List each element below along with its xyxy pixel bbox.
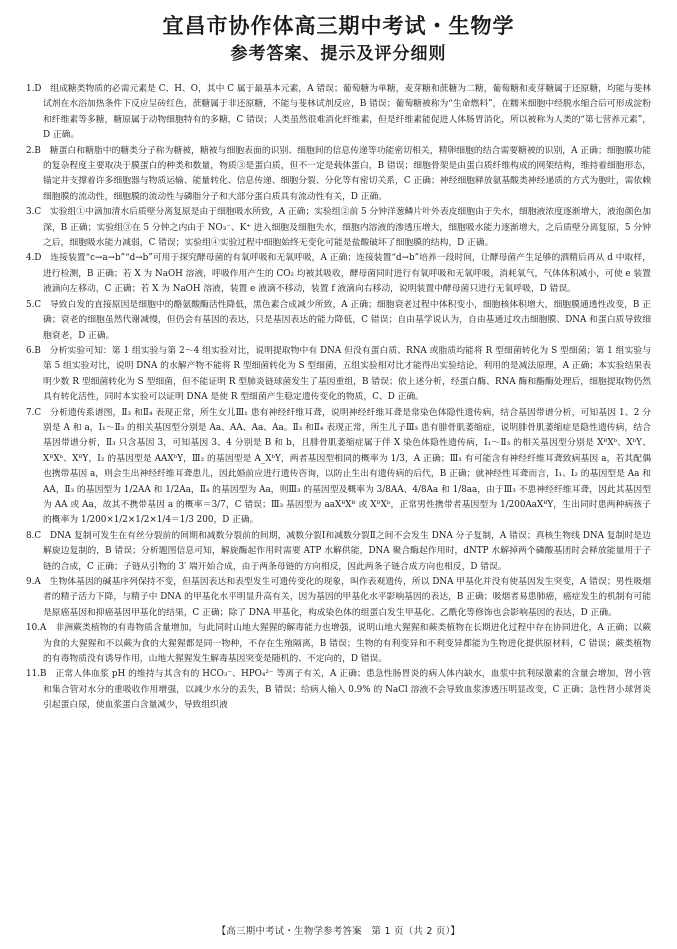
answer-item-11: 11.B 正常人体血浆 pH 的维持与其含有的 HCO₃⁻、HPO₄²⁻ 等离子有关，A 正确；患急性肠胃炎的病人体内缺水，血浆中抗利尿激素的含量会增加，肾小管和集合管对水分的重吸收作用增强，以减少水分的丢失，B 错误；给病人输入 0.9% 的 NaCl 溶液不会导致血浆渗透压明显改变，C 正确；急性肾小球肾炎引起蛋白尿，使血浆蛋白含量减少，导致组织液 (26, 669, 651, 711)
page-title: 宜昌市协作体高三期中考试・生物学 (162, 14, 515, 38)
answer-item-5: 5.C 导致白发的直接原因是细胞中的酪氨酸酶活性降低，黑色素合成减少所致，A 正确；细胞衰老过程中体积变小，细胞核体积增大，细胞膜通透性改变，B 正确；衰老的细胞虽然代谢减慢，但仍会有基因的表达，只是基因表达的能力降低，C 错误；自由基学说认为，自由基通过攻击细胞膜、DNA 和蛋白质导致细胞衰老，D 正确。 (26, 299, 651, 341)
answer-list (26, 82, 651, 714)
answer-item-9: 9.A 生物体基因的碱基序列保持不变，但基因表达和表型发生可遗传变化的现象，叫作表观遗传，所以 DNA 甲基化并没有使基因发生突变，A 错误；男性吸烟者的精子活力下降，与精子中 DNA 的甲基化水平明显升高有关，因为基因的甲基化水平影响基因的表达，B 正确；吸烟者易患肺癌，癌症发生的机制有可能是原癌基因和抑癌基因甲基化的结果，C 正确；除了 DNA 甲基化，构成染色体的组蛋白发生甲基化、乙酰化等修饰也会影响基因的表达，D 正确。 (26, 577, 651, 618)
page-subtitle: 参考答案、提示及评分细则 (230, 44, 447, 64)
answer-item-6: 6.B 分析实验可知：第 1 组实验与第 2～4 组实验对比，说明提取物中有 DNA 但没有蛋白质、RNA 或脂质均能将 R 型细菌转化为 S 型细菌；第 1 组实验与第 5 组实验对比，说明 DNA 的水解产物不能将 R 型细菌转化为 S 型细菌，五组实验相对比才能得出实验结论，利用的是减法原理，A 正确；本实验结果表明少数 R 型细菌转化为 S 型细菌，但不能证明 R 型肺炎链球菌发生了基因重组，B 错误；依上述分析，经蛋白酶、RNA 酶和酯酶处理后，细胞提取物仍然具有转化活性，同时本实验可以证明 DNA 是使 R 型细菌产生稳定遗传变化的物质，C、D 正确。 (26, 345, 651, 403)
answer-item-1: 1.D 组成糖类物质的必需元素是 C、H、O，其中 C 属于最基本元素，A 错误；葡萄糖为单糖，麦芽糖和蔗糖为二糖，葡萄糖和麦芽糖属于还原糖，均能与斐林试剂在水浴加热条件下反应呈砖红色，蔗糖属于非还原糖，不能与斐林试剂反应，B 错误；葡萄糖被称为“生命燃料”，在糯米细胞中经脱水缩合后可形成淀粉和纤维素等多糖，糖原属于动物细胞特有的多糖，C 错误；人类虽然很难消化纤维素，但是纤维素能促进人体肠胃消化，所以被称为人类的“第七营养元素”，D 正确。 (26, 84, 651, 141)
page-footer: 【高三期中考试・生物学参考答案 第 1 页（共 2 页）】 (216, 926, 461, 937)
answer-item-10: 10.A 非洲蕨类植物的有毒物质含量增加，与此同时山地大猩猩的解毒能力也增强，说明山地大猩猩和蕨类植物在长期进化过程中存在协同进化，A 正确；以蕨为食的大猩猩和不以蕨为食的大猩猩都是同一物种，不存在生殖隔离，B 错误；生物的有利变异和不利变异都能为生物进化提供原材料，C 错误；蕨类植物的有毒物质没有诱导作用，山地大猩猩发生解毒基因突变是随机的、不定向的，D 错误。 (26, 623, 651, 665)
answer-item-3: 3.C 实验组①中滴加清水后质壁分离复原是由于细胞吸水所致，A 正确；实验组②前 5 分钟洋葱鳞片叶外表皮细胞由于失水，细胞液浓度逐渐增大，液泡颜色加深，B 正确；实验组③在 5 分钟之内由于 NO₃⁻、K⁺ 进入细胞及细胞失水，细胞内溶液的渗透压增大，细胞吸水能力逐渐增大，之后质壁分离复原，5 分钟之后，细胞吸水能力减弱，C 错误；实验组④实验过程中细胞始终无变化可能是盐酸破坏了细胞膜的结构，D 正确。 (26, 207, 651, 249)
answer-item-4: 4.D 连接装置“c→a→b”“d→b”可用于探究酵母菌的有氧呼吸和无氧呼吸，A 正确；连接装置“d→b”培养一段时间，让酵母菌产生足够的酒精后再从 d 中取样，进行检测，B 正确；若 X 为 NaOH 溶液，呼吸作用产生的 CO₂ 均被其吸收，酵母菌同时进行有氧呼吸和无氧呼吸，消耗氧气，气体体积减小，可使 e 装置液滴向左移动，C 正确；若 X 为 NaOH 溶液，装置 e 液滴不移动，装置 f 液滴向右移动，说明装置中酵母菌只进行无氧呼吸，D 错误。 (26, 253, 651, 295)
answer-item-2: 2.B 糖蛋白和糖脂中的糖类分子称为糖被，糖被与细胞表面的识别、细胞间的信息传递等功能密切相关，精卵细胞的结合需要糖被的识别，A 正确；细胞膜功能的复杂程度主要取决于膜蛋白的种类和数量，物质③是蛋白质，但不一定是载体蛋白，B 错误；细胞骨架是由蛋白质纤维构成的网架结构，维持着细胞形态，锚定并支撑着许多细胞器与物质运输、能量转化、信息传递、细胞分裂、分化等有密切关系，C 正确；神经细胞释放氨基酸类神经递质的方式为胞吐，需依赖细胞膜的流动性，细胞膜的流动性与磷脂分子和大部分蛋白质具有流动性有关，D 正确。 (26, 145, 651, 202)
answer-item-7: 7.C 分析遗传系谱图，Ⅱ₃ 和Ⅱ₄ 表现正常，所生女儿Ⅲ₁ 患有神经纤维耳聋，说明神经纤维耳聋是常染色体隐性遗传病，结合基因带谱分析，可知基因 1、2 分别是 A 和 a，Ⅰ₁～Ⅱ₃ 的相关基因型分别是 Aa、AA、Aa、Aa。Ⅱ₃ 和Ⅱ₄ 表现正常，所生儿子Ⅲ₃ 患有腓骨肌萎缩症，说明腓骨肌萎缩症是隐性遗传病，结合基因带谱分析，Ⅱ₃ 只含基因 3，可知基因 3、4 分别是 B 和 b，且腓骨肌萎缩症属于伴 X 染色体隐性遗传病，Ⅰ₁～Ⅱ₃ 的相关基因型分别是 XᴮXᵇ、XᵇY、XᴮXᵇ、XᴮY，Ⅰ₂ 的基因型是 AAXᵇY，Ⅲ₂ 的基因型是 A_XᵇY，两者基因型相同的概率为 1/3，A 正确；Ⅲ₁ 有可能含有神经纤维耳聋致病基因 a，若其配偶也携带基因 a，则会生出神经纤维耳聋患儿，因此婚前应进行遗传咨询，以防止生出有遗传病的后代，B 正确；就神经性耳聋而言，Ⅰ₁、Ⅰ₂ 的基因型是 Aa 和 AA，Ⅱ₃ 的基因型为 1/2AA 和 1/2Aa，Ⅱ₄ 的基因型为 Aa，则Ⅲ₃ 的基因型及概率为 3/8AA、4/8Aa 和 1/8aa，由于Ⅲ₃ 不患神经纤维耳聋，因此其基因型为 AA 或 Aa，故其不携带基因 a 的概率＝3/7，C 错误；Ⅲ₃ 基因型为 aaXᴮXᴮ 或 XᴮXᵇ，正常男性携带者基因型为 1/200AaXᴮY，生出同时患两种病孩子的概率为 1/200×1/2×1/2×1/4＝1/3 200，D 正确。 (26, 407, 651, 526)
answer-item-8: 8.C DNA 复制可发生在有丝分裂前的间期和减数分裂前的间期，减数分裂Ⅰ和减数分裂Ⅱ之间不会发生 DNA 分子复制，A 错误；真核生物线 DNA 复制时是边解旋边复制的，B 错误；分析题图信息可知，解旋酶起作用时需要 ATP 水解供能，DNA 聚合酶起作用时，dNTP 水解掉两个磷酸基团时会释放能量用于子链的合成，C 正确；子链从引物的 3′ 端开始合成，由于两条母链的方向相反，因此两条子链合成方向也相反，D 错误。 (26, 530, 651, 572)
